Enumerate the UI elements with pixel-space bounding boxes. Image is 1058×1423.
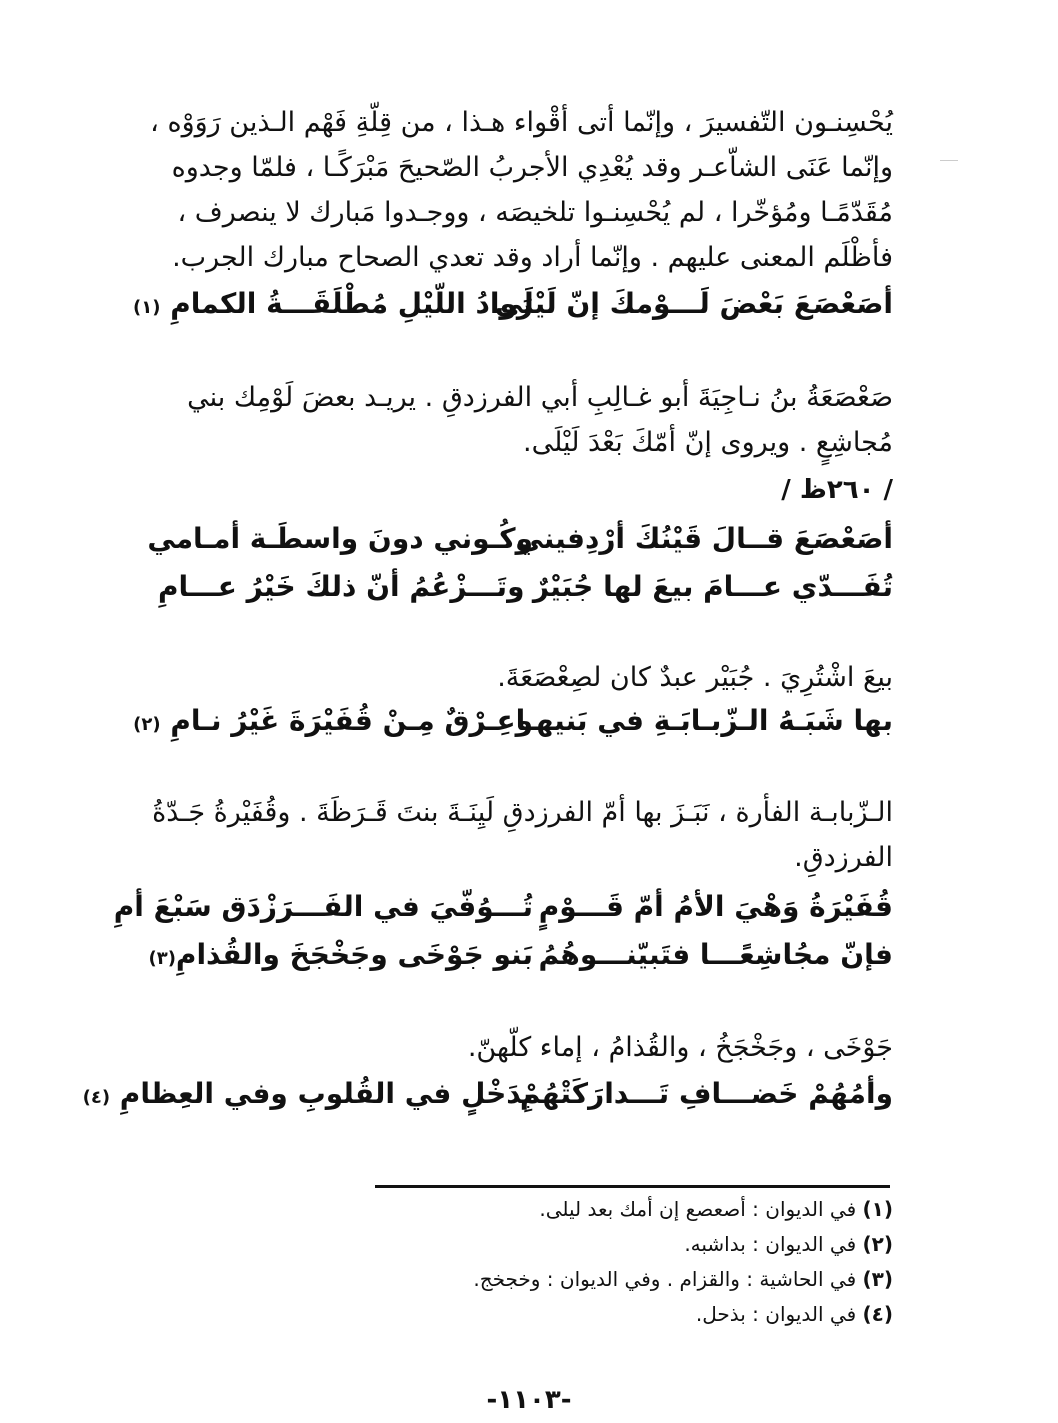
footnote-ref: (١) [132,297,161,318]
footnote-number: (٤) [862,1302,893,1326]
verse-line [132,280,893,328]
verse-second-hemistich: تُـــوُفّيَ في الفَـــرَزْدَق سَبْعَ أمِ [113,890,533,923]
commentary-paragraph [158,655,893,700]
verse-second-hemistich [82,1070,533,1118]
text-line: الفرزدقِ. [794,842,893,873]
verse-first-hemistich: بها شَبَـهُ الـزّبـابَـةِ في بَنيهـا [515,704,893,737]
footnote-text: في الديوان : بداشبه. [684,1232,857,1256]
footnote-text: في الديوان : بذحل. [695,1302,857,1326]
verse-second-hemistich: وكُـوني دونَ واسطَـة أمـامي [147,522,533,555]
verse-second-hemistich [132,280,533,328]
text-line: وإنّما عَنَى الشاّعـر وقد يُعْدِي الأجربُ الصّحيحَ مَبْرَكًـا ، فلمّا وجدوه [171,152,893,183]
footnote-separator [375,1185,890,1188]
page-number: -١١٠٣- [486,1385,572,1415]
verse-first-hemistich: أصَعْصَعَ قــالَ قَيْنُكَ أرْدِفيني [515,522,893,555]
verse-line [158,563,893,611]
footnote [373,1262,893,1297]
footnote-text: في الحاشية : والقزام . وفي الديوان : وخجخج. [473,1267,857,1291]
verse-line [133,697,893,745]
text-line: مُجاشِعٍ . ويروى إنّ أمّكَ بَعْدَ لَيْلَى. [523,427,893,458]
verse-second-hemistich: وتَـــزْعُمُ أنّ ذلكَ خَيْرُ عـــامِ [158,570,525,603]
footnote [373,1192,893,1227]
verse-text: بَنو جَوْخَى وجَخْجَخَ والقُذامِ [175,938,533,971]
footnote-number: (٢) [862,1232,893,1256]
commentary-paragraph [152,790,893,880]
footnote-ref: (٢) [133,714,161,735]
text-line: فأظْلَم المعنى عليهم . وإنّما أراد وقد تعدي الصحاح مبارك الجرب. [172,242,893,273]
verse-second-hemistich [133,697,533,745]
verse-first-hemistich: وأمُهُمْ خَضـــافِ تَـــدارَكَتْهُمْ [519,1077,893,1110]
footnote [373,1297,893,1332]
verse-line [148,931,893,979]
text-line: يُحْسِنـون التّفسيرَ ، وإنّما أتى أقْواء هـذا ، من قِلّةِ فَهْم الـذين رَوَوْه ، [150,107,893,138]
footnote [373,1227,893,1262]
footnote-number: (٣) [862,1267,893,1291]
text-line: جَوْخَى ، وجَخْجَخُ ، والقُذامُ ، إماء كلّهنّ. [467,1032,893,1063]
verse-line [113,883,893,931]
text-line: بيعَ اشْتُرِيَ . جُبَيْر عبدٌ كان لصِعْصَعَةَ. [497,662,893,693]
commentary-paragraph [158,375,893,465]
verse-line [147,515,893,563]
verse-text: بِدَخْلٍ في القُلوبِ وفي العِظامِ [119,1077,533,1110]
verse-first-hemistich: فإنّ مجُاشِعًـــا فتَبيّنـــوهُمُ [538,938,893,971]
verse-text: رَوادُ اللّيْلِ مُطْلَقَـــةُ الكمامِ [170,287,533,320]
text-line: صَعْصَعَةُ بنُ نـاجِيَةَ أبو غـالِبِ أبي الفرزدقِ . يريـد بعضَ لَوْمِك بني [187,382,893,413]
footnotes [373,1192,893,1332]
verse-first-hemistich: قُفَيْرَةُ وَهْيَ الأمُ أمّ قَـــوْمٍ [538,890,893,923]
text-line: الـزّبابـة الفأرة ، نَبَـزَ بها أمّ الفرزدقِ لَيِنَـةَ بنتَ قَـرَظَةَ . وقُفَيْرةُ جَـدّةُ [152,797,893,828]
commentary-paragraph [150,100,893,280]
text-line: مُقَدّمًـا ومُؤخّرا ، لم يُحْسِنـوا تلخيصَه ، ووجـدوا مَبارك لا ينصرف ، [177,197,893,228]
verse-second-hemistich [148,931,533,979]
footnote-ref: (٣) [148,948,176,969]
footnote-number: (١) [862,1197,893,1221]
folio-marker: / ٢٦٠ظ / [781,475,893,505]
commentary-paragraph [158,1025,893,1070]
verse-line [82,1070,893,1118]
verse-text: وعِـرْقٌ مِـنْ قُفَيْرَةَ غَيْرُ نـامِ [170,704,533,737]
verse-first-hemistich: تُفَـــدّي عـــامَ بيعَ لها جُبَيْرٌ [532,570,893,603]
margin-mark [940,160,958,161]
footnote-ref: (٤) [82,1087,111,1108]
footnote-text: في الديوان : أصعصع إن أمك بعد ليلى. [539,1197,857,1221]
verse-first-hemistich: أصَعْصَعَ بَعْضَ لَـــوْمكَ إنّ لَيْلَى [494,287,893,320]
